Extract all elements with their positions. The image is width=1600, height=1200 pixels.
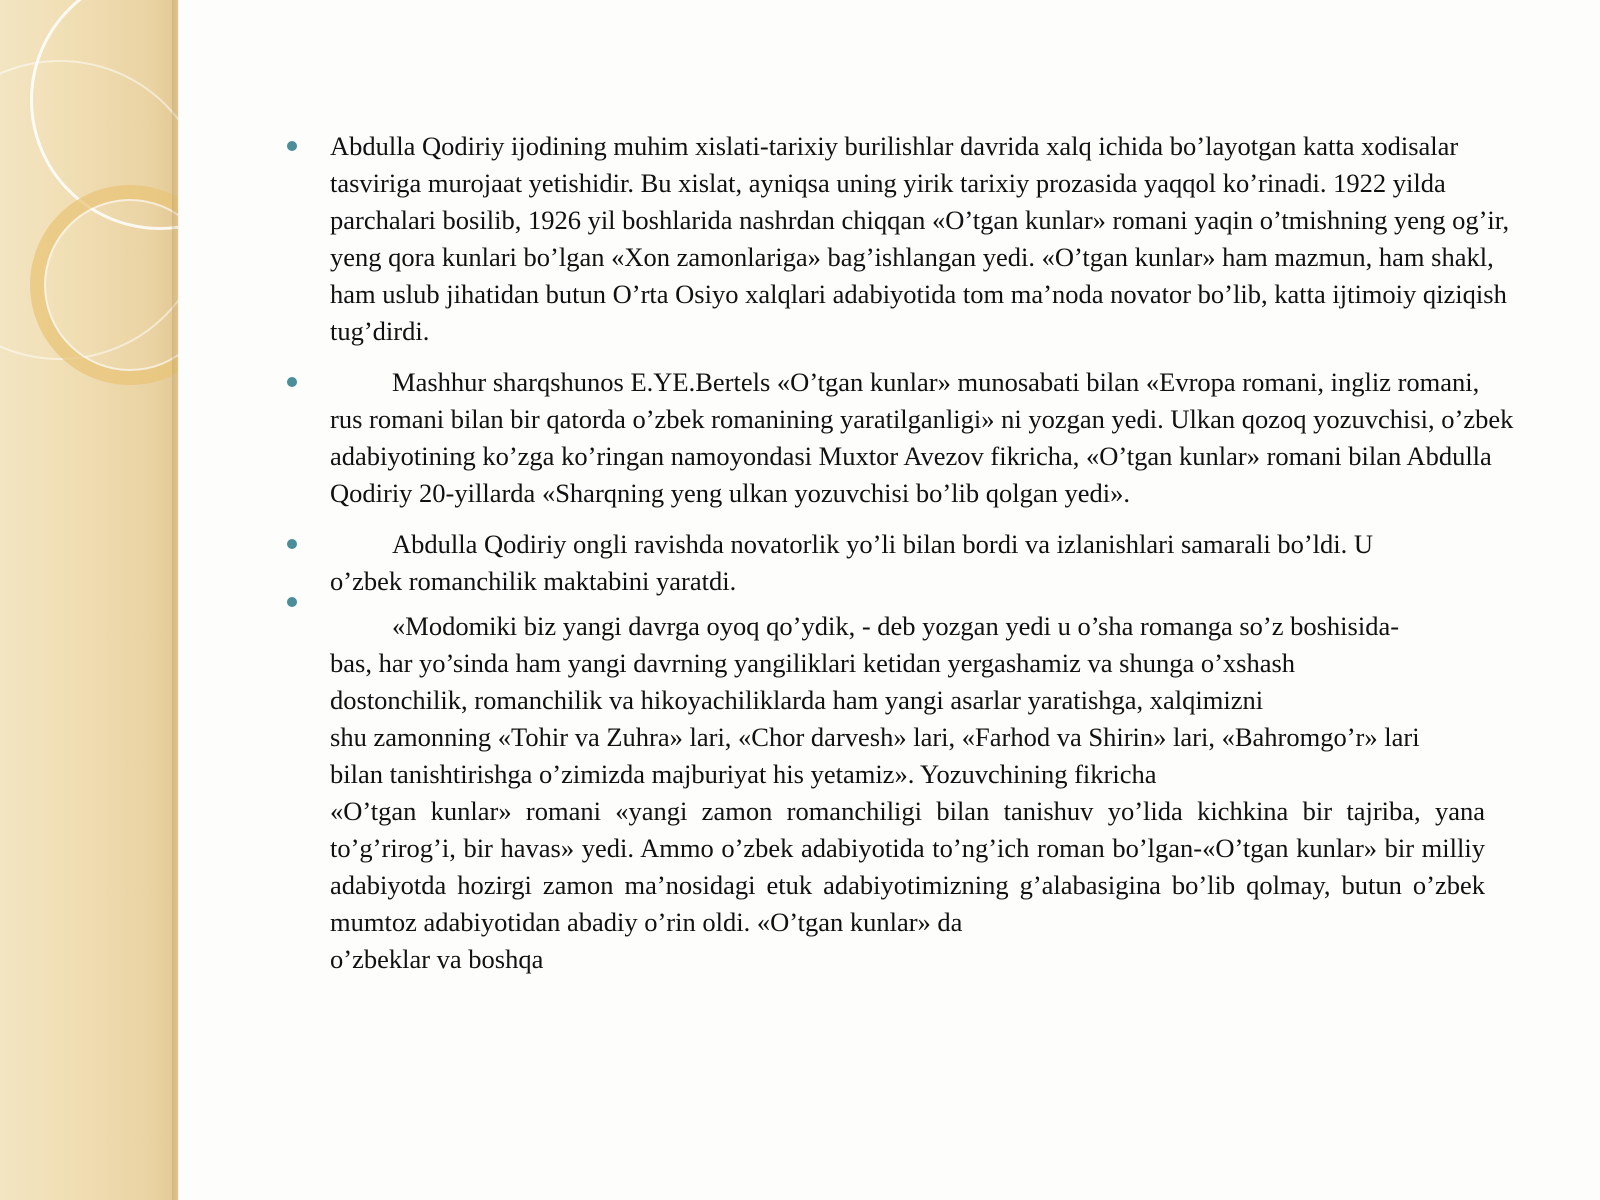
paragraph-4-part-a: «Modomiki biz yangi davrga oyoq qo’ydik, - deb yozgan yedi u o’sha romanga so’z boshisida-bas, har yo’sinda ham yangi davrning yangiliklari ketidan yergashamiz va shunga o’xshash dostonchilik, romanchilik va hikoyachiliklarda ham yangi asarlar yaratishga, xalqimizni — [330, 611, 1400, 715]
bullet-item-4 — [280, 608, 1515, 978]
bullet-icon — [287, 141, 297, 151]
paragraph-4-part-c: «O’tgan kunlar» romani «yangi zamon romanchiligi bilan tanishuv yo’lida kichkina bir tajriba, yana to’g’rirog’i, bir havas» yedi. Ammo o’zbek adabiyotida to’ng’ich roman bo’lgan-«O’tgan kunlar» bir milliy adabiyotda hozirgi zamon ma’nosidagi etuk adabiyotimizning g’alabasigina bo’lib qolmay, butun o’zbek mumtoz adabiyotidan abadiy o’rin oldi. «O’tgan kunlar» da — [330, 796, 1485, 937]
paragraph-4-part-d: o’zbeklar va boshqa — [330, 944, 544, 974]
decorative-side-band — [0, 0, 178, 1200]
paragraph-3: Abdulla Qodiriy ongli ravishda novatorlik yo’li bilan bordi va izlanishlari samarali bo’ldi. U — [392, 529, 1374, 559]
paragraph-3-continuation: o’zbek romanchilik maktabini yaratdi. — [330, 566, 737, 596]
paragraph-4-part-b: shu zamonning «Tohir va Zuhra» lari, «Chor darvesh» lari, «Farhod va Shirin» lari, «Bahromgo’r» lari bilan tanishtirishga o’zimizda majburiyat his yetamiz». Yozuvchining fikricha — [330, 722, 1420, 789]
side-band-edge — [172, 0, 180, 1200]
bullet-icon — [287, 377, 297, 387]
paragraph-2: Mashhur sharqshunos E.YE.Bertels «O’tgan kunlar» munosabati bilan «Evropa romani, ingliz romani, rus romani bilan bir qatorda o’zbek romanining yaratilganligi» ni yozgan yedi. Ulkan qozoq yozuvchisi, o’zbek adabiyotining ko’zga ko’ringan namoyondasi Muxtor Avezov fikricha, «O’tgan kunlar» romani bilan Abdulla Qodiriy 20-yillarda «Sharqning yeng ulkan yozuvchisi bo’lib qolgan yedi». — [330, 367, 1514, 508]
bullet-item-1 — [280, 128, 1515, 350]
bullet-item-2 — [280, 364, 1515, 512]
bullet-icon — [287, 597, 297, 607]
bullet-item-3 — [280, 526, 1515, 600]
bullet-icon — [287, 539, 297, 549]
paragraph-1: Abdulla Qodiriy ijodining muhim xislati-tarixiy burilishlar davrida xalq ichida bo’layotgan katta xodisalar tasviriga murojaat yetishidir. Bu xislat, ayniqsa uning yirik tarixiy prozasida yaqqol ko’rinadi. 1922 yilda parchalari bosilib, 1926 yil boshlarida nashrdan chiqqan «O’tgan kunlar» romani yaqin o’tmishning yeng og’ir, yeng qora kunlari bo’lgan «Xon zamonlariga» bag’ishlangan yedi. «O’tgan kunlar» ham mazmun, ham shakl, ham uslub jihatidan butun O’rta Osiyo xalqlari adabiyotida tom ma’noda novator bo’lib, katta ijtimoiy qiziqish tug’dirdi. — [330, 131, 1510, 346]
slide-content — [280, 128, 1515, 992]
